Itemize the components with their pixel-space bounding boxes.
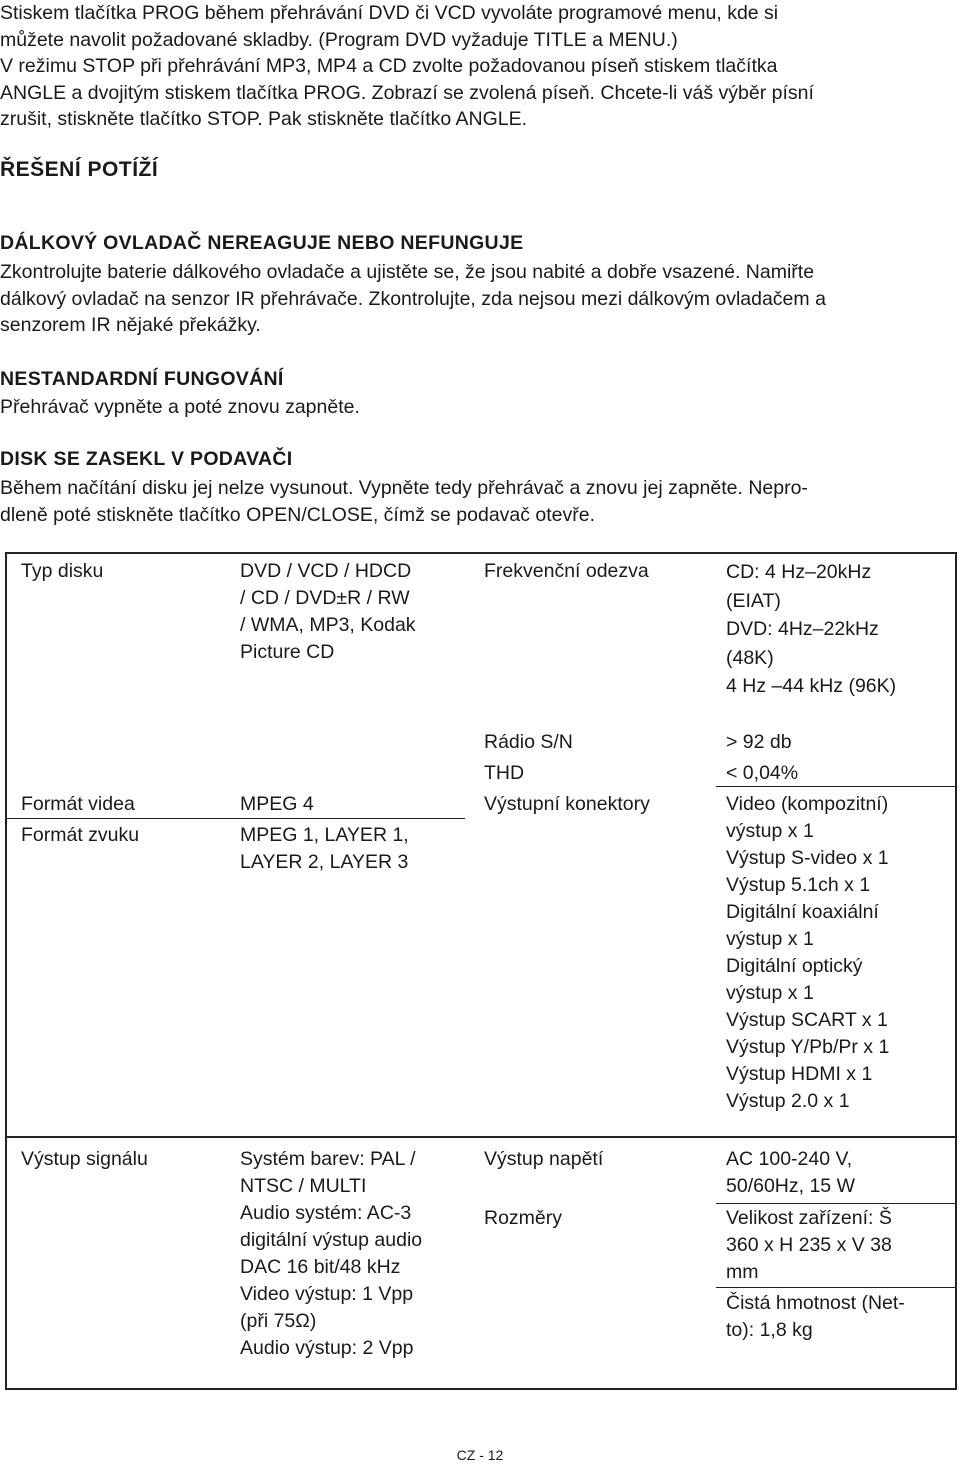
spec-line: 4 Hz –44 kHz (96K) (726, 675, 897, 697)
spec-line: Výstup 2.0 x 1 (726, 1090, 850, 1112)
spec-label-audio-format: Formát zvuku (21, 824, 140, 846)
spec-line: Digitální koaxiální (726, 901, 879, 923)
spec-line: MPEG 1, LAYER 1, (240, 824, 409, 846)
spec-value-thd: < 0,04% (726, 762, 799, 784)
spec-label-thd: THD (484, 762, 525, 784)
intro-line: zrušit, stiskněte tlačítko STOP. Pak stiskněte tlačítko ANGLE. (0, 108, 528, 130)
spec-line: Video (kompozitní) (726, 793, 889, 815)
spec-label-signal: Výstup signálu (21, 1148, 148, 1170)
spec-line: (48K) (726, 646, 774, 669)
section-heading-nonstandard: NESTANDARDNÍ FUNGOVÁNÍ (0, 368, 284, 390)
spec-value-radio: > 92 db (726, 731, 792, 753)
spec-line: výstup x 1 (726, 928, 814, 950)
spec-label-radio: Rádio S/N (484, 731, 573, 753)
spec-line: Výstup 5.1ch x 1 (726, 874, 871, 896)
rule (5, 1136, 957, 1138)
spec-label-frequency: Frekvenční odezva (484, 560, 649, 582)
spec-value-signal (240, 1146, 422, 1362)
spec-value-disc-type (240, 558, 416, 666)
spec-label-disc-type: Typ disku (21, 560, 104, 582)
spec-line: (při 75Ω) (240, 1310, 317, 1332)
section-text-nonstandard (0, 394, 960, 421)
spec-line: LAYER 2, LAYER 3 (240, 851, 409, 873)
spec-line: CD: 4 Hz–20kHz (726, 561, 872, 583)
spec-line: Velikost zařízení: Š (726, 1207, 892, 1229)
section-heading-disc-stuck: DISK SE ZASEKL V PODAVAČI (0, 448, 293, 470)
spec-line: mm (726, 1261, 759, 1283)
spec-line: 360 x H 235 x V 38 (726, 1234, 892, 1256)
section-line: dálkový ovladač na senzor IR přehrávače. Zkontrolujte, zda nejsou mezi dálkovým ovladačem a (0, 287, 826, 310)
spec-line: výstup x 1 (726, 820, 814, 842)
spec-value-audio-format (240, 822, 409, 876)
spec-label-voltage: Výstup napětí (484, 1148, 604, 1170)
spec-value-frequency (726, 558, 896, 701)
intro-line: můžete navolit požadované skladby. (Program DVD vyžaduje TITLE a MENU.) (0, 28, 678, 51)
section-heading-remote: DÁLKOVÝ OVLADAČ NEREAGUJE NEBO NEFUNGUJE (0, 232, 524, 254)
spec-line: Systém barev: PAL / (240, 1148, 416, 1170)
rule (716, 1287, 956, 1288)
spec-line: AC 100-240 V, (726, 1148, 853, 1170)
spec-line: DVD: 4Hz–22kHz (726, 618, 879, 640)
spec-line: výstup x 1 (726, 982, 814, 1004)
spec-line: (EIAT) (726, 589, 781, 612)
rule (5, 818, 465, 819)
section-line: senzorem IR nějaké překážky. (0, 314, 261, 336)
section-text-remote (0, 259, 960, 339)
section-line: dleně poté stiskněte tlačítko OPEN/CLOSE, čímž se podavač otevře. (0, 503, 596, 526)
intro-line: Stiskem tlačítka PROG během přehrávání DVD či VCD vyvoláte programové menu, kde si (0, 2, 779, 24)
spec-line: / CD / DVD±R / RW (240, 587, 410, 609)
section-line: Během načítání disku jej nelze vysunout. Vypněte tedy přehrávač a znovu jej zapněte. Nepro- (0, 477, 808, 499)
section-line: Zkontrolujte baterie dálkového ovladače a ujistěte se, že jsou nabité a dobře vsazené. Namiřte (0, 261, 815, 283)
intro-paragraph (0, 0, 960, 133)
section-text-disc-stuck (0, 475, 960, 528)
spec-label-video-format: Formát videa (21, 793, 135, 815)
spec-line: / WMA, MP3, Kodak (240, 614, 416, 636)
spec-line: to): 1,8 kg (726, 1319, 813, 1341)
spec-line: Výstup Y/Pb/Pr x 1 (726, 1036, 890, 1058)
rule (716, 1203, 956, 1204)
spec-value-dimensions (726, 1205, 892, 1286)
spec-line: Audio výstup: 2 Vpp (240, 1337, 414, 1359)
spec-line: DAC 16 bit/48 kHz (240, 1256, 401, 1278)
spec-value-video-format: MPEG 4 (240, 793, 314, 815)
section-line: Přehrávač vypněte a poté znovu zapněte. (0, 396, 360, 418)
page-number: CZ - 12 (456, 1447, 504, 1463)
spec-line: Čistá hmotnost (Net- (726, 1292, 905, 1314)
spec-line: Picture CD (240, 641, 335, 663)
spec-line: NTSC / MULTI (240, 1175, 367, 1197)
spec-line: 50/60Hz, 15 W (726, 1175, 855, 1197)
spec-value-voltage (726, 1146, 855, 1200)
spec-line: DVD / VCD / HDCD (240, 560, 412, 582)
spec-line: Výstup HDMI x 1 (726, 1063, 873, 1085)
spec-line: Digitální optický (726, 955, 863, 977)
spec-line: Výstup SCART x 1 (726, 1009, 888, 1031)
spec-label-dimensions: Rozměry (484, 1207, 563, 1229)
troubleshooting-title: ŘEŠENÍ POTÍŽÍ (0, 158, 159, 181)
spec-line: digitální výstup audio (240, 1229, 423, 1251)
spec-value-outputs (726, 791, 889, 1115)
spec-line: Video výstup: 1 Vpp (240, 1283, 414, 1305)
spec-line: Audio systém: AC-3 (240, 1202, 412, 1224)
spec-label-outputs: Výstupní konektory (484, 793, 650, 815)
spec-line: Výstup S-video x 1 (726, 847, 889, 869)
intro-line: V režimu STOP při přehrávání MP3, MP4 a CD zvolte požadovanou píseň stiskem tlačítka (0, 55, 778, 77)
spec-value-weight (726, 1290, 905, 1344)
intro-line: ANGLE a dvojitým stiskem tlačítka PROG. Zobrazí se zvolená píseň. Chcete-li váš výběr písní (0, 81, 814, 104)
